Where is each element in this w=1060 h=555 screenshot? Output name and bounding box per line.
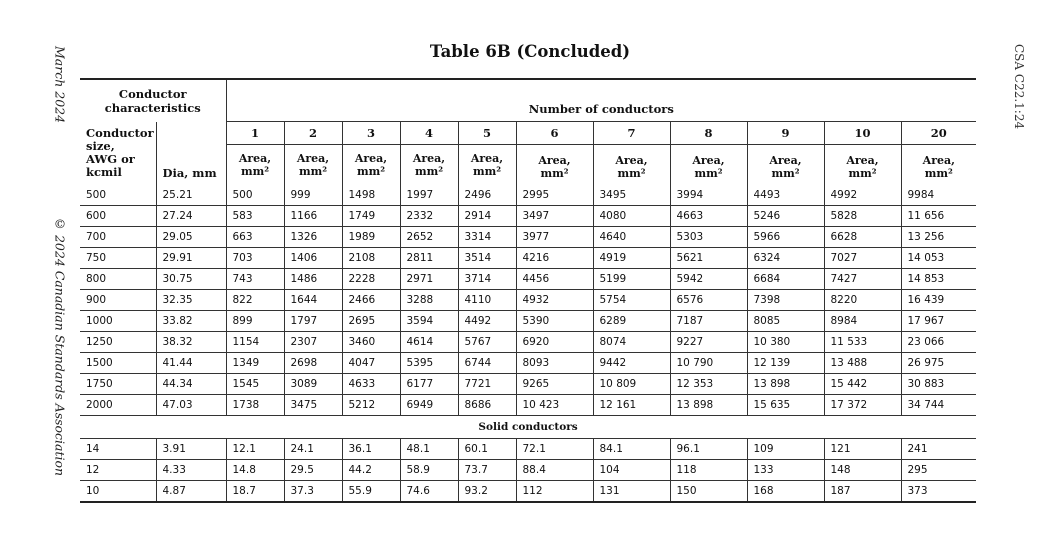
area-unit-header: Area, mm² [516,145,593,186]
area-cell: 822 [226,290,284,311]
area-cell: 6744 [458,353,516,374]
area-cell: 4663 [670,206,747,227]
area-cell: 2698 [284,353,342,374]
table-row [80,460,976,481]
issue-date: March 2024 [52,46,68,124]
area-cell: 14.8 [226,460,284,481]
area-cell: 1997 [400,185,458,206]
area-cell: 6628 [824,227,901,248]
diameter-column-header: Dia, mm [156,122,226,186]
area-cell: 14 853 [901,269,976,290]
area-cell: 8085 [747,311,824,332]
conductor-count-header: 6 [516,122,593,145]
conductor-area-table [80,78,976,503]
area-cell: 109 [747,439,824,460]
area-cell: 16 439 [901,290,976,311]
area-cell: 8093 [516,353,593,374]
area-cell: 3460 [342,332,400,353]
area-cell: 6289 [593,311,670,332]
area-cell: 1545 [226,374,284,395]
area-cell: 2496 [458,185,516,206]
area-cell: 15 635 [747,395,824,416]
area-cell: 72.1 [516,439,593,460]
area-cell: 3714 [458,269,516,290]
size-cell: 1000 [80,311,156,332]
area-cell: 12 139 [747,353,824,374]
area-cell: 1406 [284,248,342,269]
conductor-count-header: 10 [824,122,901,145]
area-cell: 4047 [342,353,400,374]
area-cell: 5621 [670,248,747,269]
area-cell: 3495 [593,185,670,206]
area-cell: 9442 [593,353,670,374]
area-cell: 121 [824,439,901,460]
table-row [80,206,976,227]
area-cell: 2466 [342,290,400,311]
area-cell: 2307 [284,332,342,353]
area-cell: 3594 [400,311,458,332]
area-cell: 2108 [342,248,400,269]
area-cell: 8984 [824,311,901,332]
area-unit-header: Area, mm² [593,145,670,186]
area-cell: 58.9 [400,460,458,481]
area-cell: 2695 [342,311,400,332]
area-cell: 187 [824,481,901,503]
area-cell: 5199 [593,269,670,290]
diameter-cell: 4.33 [156,460,226,481]
size-cell: 2000 [80,395,156,416]
size-cell: 1250 [80,332,156,353]
area-cell: 5212 [342,395,400,416]
area-cell: 295 [901,460,976,481]
size-cell: 1500 [80,353,156,374]
area-cell: 7398 [747,290,824,311]
area-cell: 34 744 [901,395,976,416]
area-cell: 4216 [516,248,593,269]
area-cell: 2332 [400,206,458,227]
area-cell: 6324 [747,248,824,269]
diameter-cell: 47.03 [156,395,226,416]
area-cell: 2995 [516,185,593,206]
area-cell: 1989 [342,227,400,248]
area-cell: 7187 [670,311,747,332]
size-cell: 1750 [80,374,156,395]
area-cell: 148 [824,460,901,481]
conductor-count-header: 9 [747,122,824,145]
area-cell: 10 790 [670,353,747,374]
table-row [80,353,976,374]
area-cell: 1154 [226,332,284,353]
size-cell: 600 [80,206,156,227]
conductor-count-header: 1 [226,122,284,145]
area-cell: 3288 [400,290,458,311]
area-cell: 1486 [284,269,342,290]
area-cell: 1749 [342,206,400,227]
area-cell: 4633 [342,374,400,395]
area-cell: 13 898 [670,395,747,416]
table-row [80,439,976,460]
area-cell: 1326 [284,227,342,248]
area-cell: 5246 [747,206,824,227]
table-row [80,395,976,416]
area-unit-header: Area, mm² [400,145,458,186]
area-cell: 4493 [747,185,824,206]
area-cell: 37.3 [284,481,342,503]
area-cell: 2811 [400,248,458,269]
area-cell: 93.2 [458,481,516,503]
area-cell: 17 372 [824,395,901,416]
diameter-cell: 30.75 [156,269,226,290]
size-cell: 800 [80,269,156,290]
area-cell: 150 [670,481,747,503]
area-cell: 1349 [226,353,284,374]
area-cell: 24.1 [284,439,342,460]
area-cell: 3497 [516,206,593,227]
area-cell: 1797 [284,311,342,332]
area-cell: 168 [747,481,824,503]
area-cell: 15 442 [824,374,901,395]
area-cell: 9984 [901,185,976,206]
area-cell: 6177 [400,374,458,395]
stranded-conductor-rows [80,185,976,416]
area-unit-header: Area, mm² [342,145,400,186]
diameter-cell: 32.35 [156,290,226,311]
copyright-notice: © 2024 Canadian Standards Association [52,215,68,476]
area-cell: 3994 [670,185,747,206]
table-row [80,374,976,395]
area-cell: 999 [284,185,342,206]
size-cell: 10 [80,481,156,503]
area-cell: 6576 [670,290,747,311]
area-cell: 1738 [226,395,284,416]
area-cell: 131 [593,481,670,503]
area-cell: 4992 [824,185,901,206]
size-cell: 750 [80,248,156,269]
area-cell: 8220 [824,290,901,311]
area-unit-header: Area, mm² [747,145,824,186]
area-cell: 1166 [284,206,342,227]
area-cell: 4932 [516,290,593,311]
area-unit-header: Area, mm² [458,145,516,186]
area-cell: 10 380 [747,332,824,353]
size-column-header: Conductor size, AWG or kcmil [86,126,154,180]
area-cell: 4080 [593,206,670,227]
area-cell: 7027 [824,248,901,269]
area-cell: 4110 [458,290,516,311]
number-of-conductors-header: Number of conductors [226,79,976,122]
left-margin-running-text [49,46,71,476]
area-cell: 5828 [824,206,901,227]
area-cell: 241 [901,439,976,460]
area-cell: 6920 [516,332,593,353]
area-cell: 10 423 [516,395,593,416]
area-cell: 11 533 [824,332,901,353]
size-cell: 900 [80,290,156,311]
diameter-cell: 25.21 [156,185,226,206]
area-cell: 30 883 [901,374,976,395]
area-cell: 743 [226,269,284,290]
size-cell: 700 [80,227,156,248]
diameter-cell: 41.44 [156,353,226,374]
area-cell: 13 256 [901,227,976,248]
conductor-count-header: 3 [342,122,400,145]
area-cell: 5767 [458,332,516,353]
area-cell: 12.1 [226,439,284,460]
area-cell: 11 656 [901,206,976,227]
conductor-count-header: 2 [284,122,342,145]
table-row [80,227,976,248]
area-cell: 18.7 [226,481,284,503]
area-cell: 8686 [458,395,516,416]
area-cell: 44.2 [342,460,400,481]
table-row [80,185,976,206]
conductor-count-header: 7 [593,122,670,145]
area-cell: 5754 [593,290,670,311]
area-cell: 703 [226,248,284,269]
table-row [80,269,976,290]
area-cell: 17 967 [901,311,976,332]
area-cell: 26 975 [901,353,976,374]
area-cell: 1498 [342,185,400,206]
conductor-count-header: 8 [670,122,747,145]
diameter-cell: 33.82 [156,311,226,332]
area-cell: 3475 [284,395,342,416]
area-cell: 13 488 [824,353,901,374]
area-cell: 88.4 [516,460,593,481]
conductor-count-header-row [80,122,976,145]
area-cell: 9265 [516,374,593,395]
area-cell: 55.9 [342,481,400,503]
area-cell: 1644 [284,290,342,311]
conductor-characteristics-header: Conductor characteristics [80,79,226,122]
area-cell: 3089 [284,374,342,395]
area-cell: 583 [226,206,284,227]
area-cell: 10 809 [593,374,670,395]
area-cell: 3514 [458,248,516,269]
diameter-cell: 27.24 [156,206,226,227]
area-cell: 8074 [593,332,670,353]
area-cell: 3314 [458,227,516,248]
area-cell: 2914 [458,206,516,227]
diameter-cell: 29.05 [156,227,226,248]
area-cell: 104 [593,460,670,481]
area-cell: 5942 [670,269,747,290]
area-cell: 373 [901,481,976,503]
area-cell: 60.1 [458,439,516,460]
area-cell: 5390 [516,311,593,332]
solid-conductors-subheading: Solid conductors [80,416,976,439]
table-title: Table 6B (Concluded) [429,42,631,61]
area-cell: 12 353 [670,374,747,395]
area-unit-header: Area, mm² [284,145,342,186]
area-cell: 4492 [458,311,516,332]
area-cell: 5966 [747,227,824,248]
diameter-cell: 38.32 [156,332,226,353]
area-cell: 73.7 [458,460,516,481]
area-cell: 13 898 [747,374,824,395]
solid-conductor-rows [80,439,976,503]
area-cell: 29.5 [284,460,342,481]
area-cell: 5395 [400,353,458,374]
area-cell: 6949 [400,395,458,416]
area-cell: 96.1 [670,439,747,460]
diameter-cell: 4.87 [156,481,226,503]
conductor-count-header: 5 [458,122,516,145]
area-cell: 2652 [400,227,458,248]
area-cell: 14 053 [901,248,976,269]
area-unit-header: Area, mm² [901,145,976,186]
area-cell: 74.6 [400,481,458,503]
area-cell: 4640 [593,227,670,248]
area-cell: 48.1 [400,439,458,460]
area-cell: 899 [226,311,284,332]
area-unit-header: Area, mm² [824,145,901,186]
area-cell: 7427 [824,269,901,290]
area-unit-header: Area, mm² [226,145,284,186]
area-cell: 9227 [670,332,747,353]
conductor-count-header: 4 [400,122,458,145]
area-cell: 133 [747,460,824,481]
area-cell: 112 [516,481,593,503]
area-cell: 2228 [342,269,400,290]
diameter-cell: 3.91 [156,439,226,460]
size-cell: 500 [80,185,156,206]
area-cell: 2971 [400,269,458,290]
standard-designation: CSA C22.1:24 [1012,44,1026,130]
area-cell: 4456 [516,269,593,290]
diameter-cell: 29.91 [156,248,226,269]
area-cell: 6684 [747,269,824,290]
table-row [80,290,976,311]
area-cell: 118 [670,460,747,481]
size-cell: 14 [80,439,156,460]
area-cell: 4614 [400,332,458,353]
conductor-count-header: 20 [901,122,976,145]
table-row [80,311,976,332]
table-row [80,481,976,503]
diameter-cell: 44.34 [156,374,226,395]
area-cell: 5303 [670,227,747,248]
area-cell: 663 [226,227,284,248]
table-row [80,332,976,353]
area-cell: 3977 [516,227,593,248]
area-unit-header: Area, mm² [670,145,747,186]
area-cell: 4919 [593,248,670,269]
table-row [80,248,976,269]
area-cell: 23 066 [901,332,976,353]
area-cell: 7721 [458,374,516,395]
area-cell: 84.1 [593,439,670,460]
area-cell: 36.1 [342,439,400,460]
size-cell: 12 [80,460,156,481]
area-cell: 500 [226,185,284,206]
area-cell: 12 161 [593,395,670,416]
